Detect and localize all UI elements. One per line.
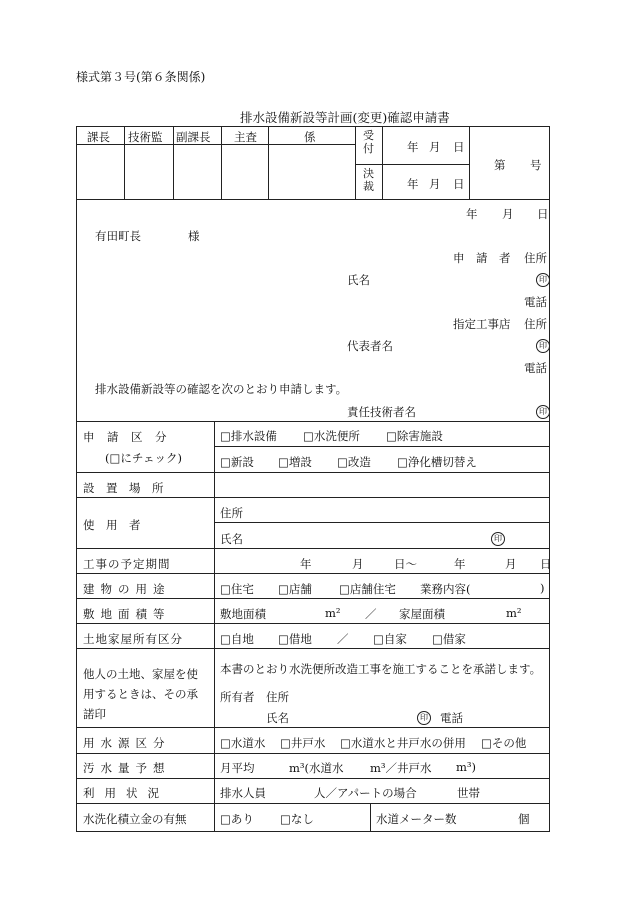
user-address: 住所 [220, 506, 243, 520]
approval-table [76, 126, 550, 200]
usage-people: 排水人員 [220, 786, 266, 800]
period-label: 工事の予定期間 [83, 557, 171, 571]
seal-icon: 印 [536, 405, 550, 419]
role-kakari: 係 [304, 130, 316, 144]
seal-icon: 印 [536, 273, 550, 287]
date-month: 月 [502, 207, 514, 221]
rent-land[interactable]: □借地 [278, 632, 312, 646]
user-label: 使 用 者 [83, 518, 141, 532]
area-slash: ／ [365, 607, 377, 621]
own-slash: ／ [337, 632, 349, 646]
period-day1: 日〜 [394, 557, 417, 571]
consent-label-1: 他人の土地、家屋を使 [83, 667, 198, 681]
contractor-label: 指定工事店 [453, 317, 511, 331]
fund-yes[interactable]: □あり [220, 812, 254, 826]
number-go: 号 [530, 158, 542, 172]
kessai-year: 年 [407, 177, 419, 191]
applicant-name-label: 氏名 [347, 273, 370, 287]
contractor-phone-label: 電話 [524, 361, 547, 375]
role-gijutsukan: 技術監 [128, 130, 163, 144]
period-year1: 年 [300, 557, 312, 571]
period-day2: 日 [540, 557, 552, 571]
consent-text: 本書のとおり水洗便所改造工事を施工することを承諾します。 [220, 662, 542, 676]
applicant-phone-label: 電話 [524, 295, 547, 309]
uketsuke-month: 月 [429, 140, 441, 154]
ws-tap[interactable]: □水道水 [220, 736, 266, 750]
period-year2: 年 [454, 557, 466, 571]
consent-owner: 所有者 [220, 690, 255, 704]
date-year: 年 [466, 207, 478, 221]
fund-meter: 水道メーター数 [376, 812, 457, 826]
shinsei-sub: (□にチェック) [105, 451, 182, 465]
bldg-business: 業務内容( [420, 582, 471, 596]
page-title: 排水設備新設等計画(変更)確認申請書 [240, 110, 450, 125]
area-house: 家屋面積 [399, 607, 445, 621]
ws-well[interactable]: □井戸水 [280, 736, 326, 750]
shinsei-label: 申 請 区 分 [83, 430, 167, 444]
bldg-close: ) [540, 581, 545, 595]
bldg-shophouse[interactable]: □店舗住宅 [339, 582, 396, 596]
seal-icon: 印 [417, 711, 431, 725]
opt-haisui[interactable]: □排水設備 [220, 429, 277, 443]
opt-shinsetsu[interactable]: □新設 [220, 455, 254, 469]
consent-address: 住所 [266, 690, 289, 704]
fund-no[interactable]: □なし [280, 812, 314, 826]
rent-house[interactable]: □借家 [432, 632, 466, 646]
water-source-label: 用水源区分 [83, 736, 171, 750]
opt-suisen[interactable]: □水洗便所 [303, 429, 360, 443]
usage-apartment: 人／アパートの場合 [314, 786, 417, 800]
kessai-label: 決裁 [363, 167, 374, 193]
engineer-seal [536, 403, 550, 419]
area-label: 敷地面積等 [83, 607, 171, 621]
consent-phone: 電話 [440, 711, 463, 725]
sewage-m3b: m³／井戸水 [370, 761, 432, 775]
kessai-day: 日 [453, 177, 465, 191]
uketsuke-year: 年 [407, 140, 419, 154]
contractor-address-label: 住所 [524, 317, 547, 331]
sewage-m3: m³(水道水 [289, 761, 344, 775]
role-fukukacho: 副課長 [176, 130, 211, 144]
opt-zousetsu[interactable]: □増設 [278, 455, 312, 469]
sewage-label: 汚水量予想 [83, 761, 171, 775]
uketsuke-label: 受付 [363, 129, 374, 155]
role-kacho: 課長 [87, 130, 110, 144]
period-month1: 月 [352, 557, 364, 571]
period-month2: 月 [505, 557, 517, 571]
ownership-label: 土地家屋所有区分 [83, 632, 183, 646]
fund-unit: 個 [518, 812, 530, 826]
area-m2a: m² [325, 606, 341, 620]
application-form [76, 200, 550, 832]
addressee-sama: 様 [188, 229, 200, 243]
opt-jogai[interactable]: □除害施設 [386, 429, 443, 443]
statement: 排水設備新設等の確認を次のとおり申請します。 [95, 382, 348, 396]
seal-icon: 印 [536, 339, 550, 353]
role-shusa: 主査 [234, 130, 257, 144]
consent-seal [417, 709, 431, 725]
user-seal [491, 530, 505, 546]
opt-kaizo[interactable]: □改造 [337, 455, 371, 469]
uketsuke-day: 日 [453, 140, 465, 154]
own-land[interactable]: □自地 [220, 632, 254, 646]
date-day: 日 [537, 207, 549, 221]
usage-households: 世帯 [457, 786, 480, 800]
rep-name-label: 代表者名 [347, 339, 393, 353]
applicant-address-label: 住所 [524, 251, 547, 265]
own-house[interactable]: □自家 [373, 632, 407, 646]
area-m2b: m² [506, 606, 522, 620]
bldg-shop[interactable]: □店舗 [278, 582, 312, 596]
rep-seal [536, 337, 550, 353]
applicant-seal [536, 271, 550, 287]
building-label: 建物の用途 [83, 582, 171, 596]
usage-label: 利用状況 [83, 786, 169, 800]
number-dai: 第 [494, 158, 506, 172]
engineer-label: 責任技術者名 [347, 405, 416, 419]
place-label: 設 置 場 所 [83, 481, 164, 495]
bldg-house[interactable]: □住宅 [220, 582, 254, 596]
sewage-text: 月平均 [220, 761, 255, 775]
user-name: 氏名 [220, 532, 243, 546]
applicant-label: 申 請 者 [453, 251, 511, 265]
fund-label: 水洗化積立金の有無 [83, 812, 187, 826]
opt-jokaso[interactable]: □浄化槽切替え [397, 455, 477, 469]
ws-both[interactable]: □水道水と井戸水の併用 [340, 736, 466, 750]
sewage-m3c: m³) [456, 760, 477, 774]
ws-other[interactable]: □その他 [481, 736, 527, 750]
consent-label-3: 諾印 [83, 707, 106, 721]
consent-label-2: 用するときは、その承 [83, 687, 198, 701]
form-number: 様式第３号(第６条関係) [76, 70, 206, 84]
seal-icon: 印 [491, 532, 505, 546]
area-site: 敷地面積 [220, 607, 266, 621]
consent-name: 氏名 [266, 711, 289, 725]
kessai-month: 月 [429, 177, 441, 191]
addressee: 有田町長 [95, 229, 141, 243]
